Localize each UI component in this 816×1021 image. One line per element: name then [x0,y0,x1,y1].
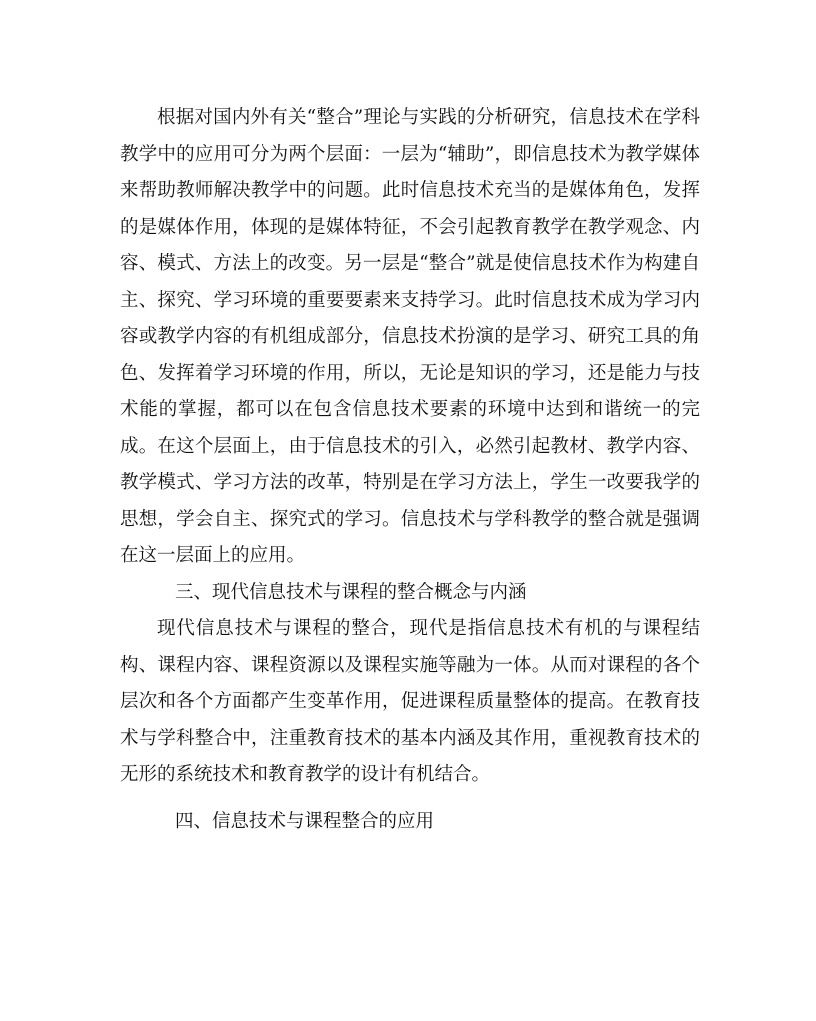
section-heading-4: 四、信息技术与课程整合的应用 [175,810,435,832]
paragraph-integration-levels: 根据对国内外有关“整合”理论与实践的分析研究，信息技术在学科教学中的应用可分为两个层面：一层为“辅助”，即信息技术为教学媒体来帮助教师解决教学中的问题。此时信息技术充当的是媒体角色，发挥的是媒体作用，体现的是媒体特征，不会引起教育教学在教学观念、内容、模式、方法上的改变。另一层是“整合”就是使信息技术作为构建自主、探究、学习环境的重要要素来支持学习。此时信息技术成为学习内容或教学内容的有机组成部分，信息技术扮演的是学习、研究工具的角色、发挥着学习环境的作用，所以，无论是知识的学习，还是能力与技术能的掌握，都可以在包含信息技术要素的环境中达到和谐统一的完成。在这个层面上，由于信息技术的引入，必然引起教材、教学内容、教学模式、学习方法的改革，特别是在学习方法上，学生一改要我学的思想，学会自主、探究式的学习。信息技术与学科教学的整合就是强调在这一层面上的应用。 [120,107,700,566]
paragraph-integration-concept: 现代信息技术与课程的整合，现代是指信息技术有机的与课程结构、课程内容、课程资源以及课程实施等融为一体。从而对课程的各个层次和各个方面都产生变革作用，促进课程质量整体的提高。在教育技术与学科整合中，注重教育技术的基本内涵及其作用，重视教育技术的无形的系统技术和教育教学的设计有机结合。 [120,618,700,785]
section-heading-3: 三、现代信息技术与课程的整合概念与内涵 [175,581,527,603]
document-body [120,100,700,840]
